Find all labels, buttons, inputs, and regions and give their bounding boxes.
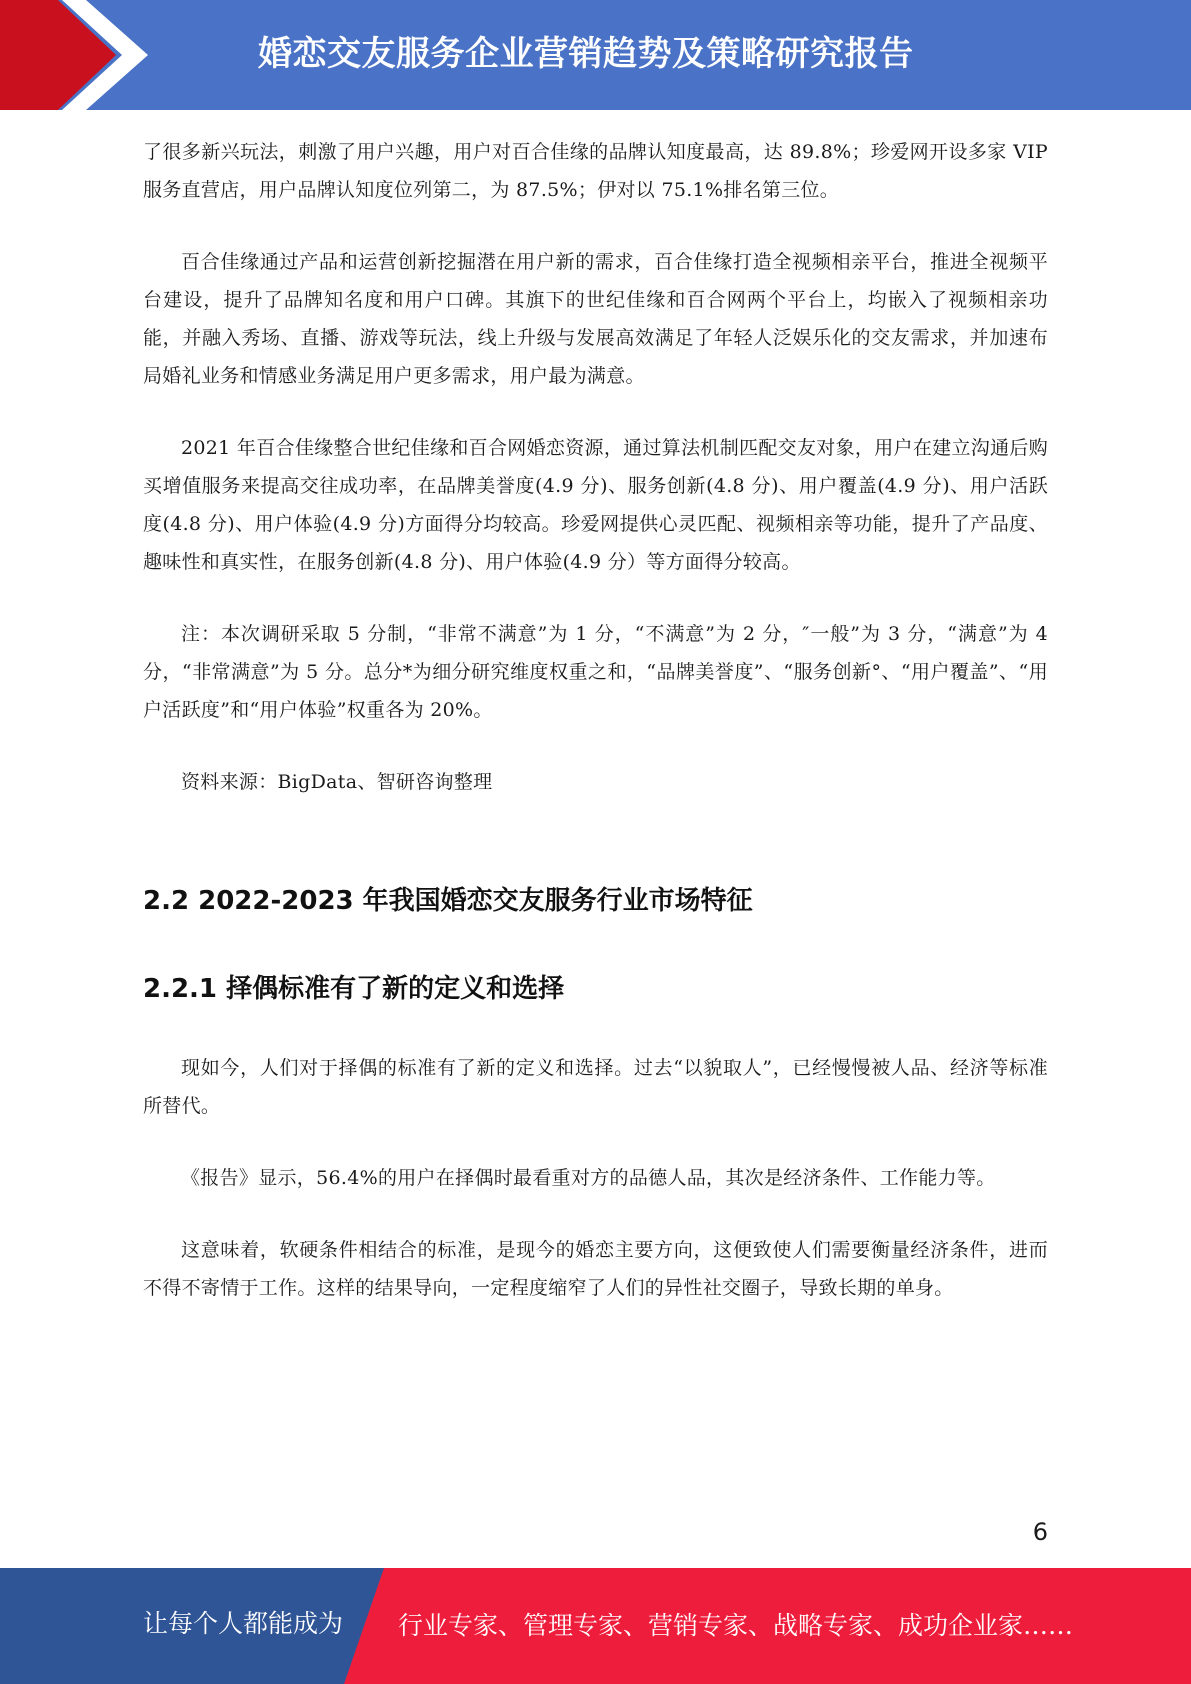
footer-slogan-left: 让每个人都能成为 [143,1609,344,1638]
paragraph-report-finding: 《报告》显示，56.4%的用户在择偶时最看重对方的品德人品，其次是经济条件、工作能力等。 [181,1167,996,1189]
page-content [143,133,1048,1341]
section-heading: 2.2 2022-2023 年我国婚恋交友服务行业市场特征 [143,886,753,916]
subsection-heading: 2.2.1 择偶标准有了新的定义和选择 [143,974,565,1004]
paragraph-new-standards: 现如今，人们对于择偶的标准有了新的定义和选择。过去“以貌取人”，已经慢慢被人品、经济等标准所替代。 [143,1057,1048,1117]
page-header [0,0,1191,110]
paragraph-implication: 这意味着，软硬条件相结合的标准，是现今的婚恋主要方向，这便致使人们需要衡量经济条件，进而不得不寄情于工作。这样的结果导向，一定程度缩窄了人们的异性社交圈子，导致长期的单身。 [143,1239,1048,1299]
header-arrow-decoration [0,0,150,110]
paragraph-baihe-innovation: 百合佳缘通过产品和运营创新挖掘潜在用户新的需求，百合佳缘打造全视频相亲平台，推进全视频平台建设，提升了品牌知名度和用户口碑。其旗下的世纪佳缘和百合网两个平台上，均嵌入了视频相亲功能，并融入秀场、直播、游戏等玩法，线上升级与发展高效满足了年轻人泛娱乐化的交友需求，并加速布局婚礼业务和情感业务满足用户更多需求，用户最为满意。 [143,251,1048,387]
paragraph-scores: 2021 年百合佳缘整合世纪佳缘和百合网婚恋资源，通过算法机制匹配交友对象，用户在建立沟通后购买增值服务来提高交往成功率，在品牌美誉度(4.9 分)、服务创新(4.8 分)、用户覆盖(4.9 分)、用户活跃度(4.8 分)、用户体验(4.9 分)方面得分均较高。珍爱网提供心灵匹配、视频相亲等功能，提升了产品度、趣味性和真实性，在服务创新(4.8 分)、用户体验(4.9 分）等方面得分较高。 [143,437,1048,573]
page-number: 6 [1032,1518,1048,1546]
page-footer [0,1568,1191,1684]
report-title: 婚恋交友服务企业营销趋势及策略研究报告 [258,34,914,74]
paragraph-source: 资料来源：BigData、智研咨询整理 [181,771,493,793]
footer-slogan-right: 行业专家、管理专家、营销专家、战略专家、成功企业家…… [398,1611,1074,1640]
paragraph-brand-awareness: 了很多新兴玩法，刺激了用户兴趣，用户对百合佳缘的品牌认知度最高，达 89.8%；珍爱网开设多家 VIP 服务直营店，用户品牌认知度位列第二，为 87.5%；伊对以 75.1%排名第三位。 [143,141,1048,201]
paragraph-note: 注：本次调研采取 5 分制，“非常不满意”为 1 分，“不满意”为 2 分，″一般”为 3 分，“满意”为 4 分，“非常满意”为 5 分。总分*为细分研究维度权重之和，“品牌美誉度”、“服务创新°、“用户覆盖”、“用户活跃度”和“用户体验”权重各为 20%。 [143,623,1048,721]
